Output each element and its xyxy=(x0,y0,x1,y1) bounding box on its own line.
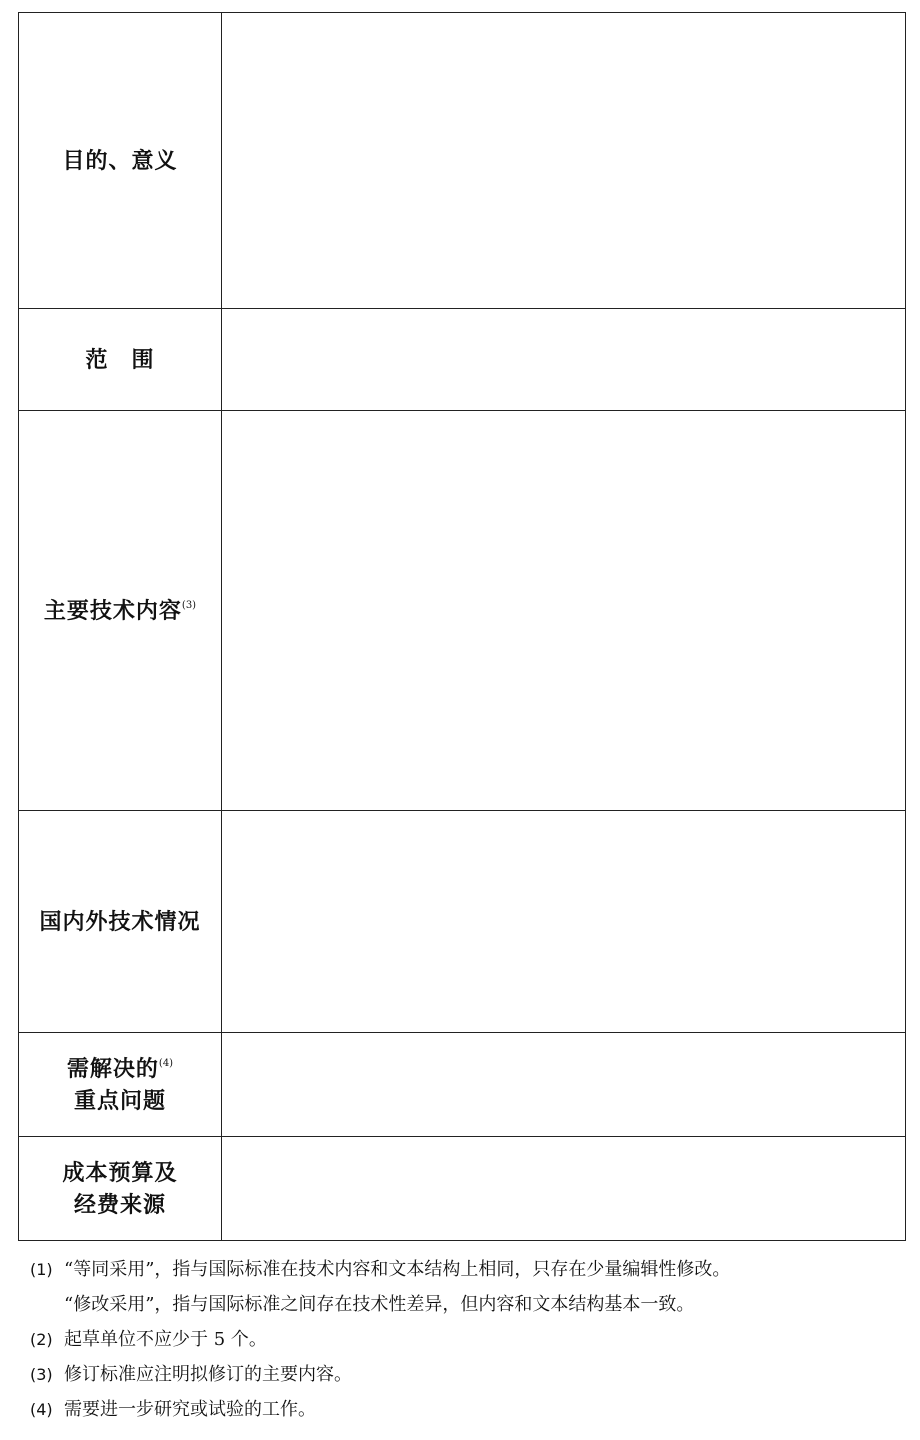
table-row xyxy=(19,1137,906,1241)
row-label-budget xyxy=(19,1137,222,1241)
footnote-2 xyxy=(30,1322,910,1357)
budget-field[interactable] xyxy=(222,1137,906,1241)
row-label-key-issues xyxy=(19,1033,222,1137)
row-label-purpose xyxy=(19,13,222,309)
purpose-field[interactable] xyxy=(222,13,906,309)
footnote-number: (4) xyxy=(30,1400,53,1419)
footnote-3 xyxy=(30,1357,910,1392)
row-label-line: 经费来源 xyxy=(73,1191,166,1218)
table-row xyxy=(19,411,906,811)
table-row xyxy=(19,811,906,1033)
footnotes xyxy=(30,1252,910,1427)
footnote-ref-4: (4) xyxy=(158,1057,174,1069)
footnote-text: 修订标准应注明拟修订的主要内容。 xyxy=(64,1364,352,1385)
row-label-line: 主要技术内容 xyxy=(43,597,182,624)
row-label-text: 范 围 xyxy=(85,346,155,373)
table-row xyxy=(19,13,906,309)
footnote-ref-3: (3) xyxy=(181,599,197,611)
row-label-text xyxy=(19,595,221,627)
row-label-line xyxy=(19,1053,221,1085)
row-label-domestic-foreign-status xyxy=(19,811,222,1033)
table-row xyxy=(19,1033,906,1137)
footnote-text: 起草单位不应少于 5 个。 xyxy=(64,1329,267,1350)
footnote-1-continuation xyxy=(30,1287,910,1322)
row-label-line: 成本预算及 xyxy=(62,1159,178,1186)
scope-field[interactable] xyxy=(222,309,906,411)
main-technical-content-field[interactable] xyxy=(222,411,906,811)
proposal-form-table xyxy=(18,12,906,1241)
footnote-text: “等同采用”，指与国际标准在技术内容和文本结构上相同，只存在少量编辑性修改。 xyxy=(64,1259,731,1280)
key-issues-field[interactable] xyxy=(222,1033,906,1137)
table-row xyxy=(19,309,906,411)
row-label-text: 目的、意义 xyxy=(62,147,178,174)
footnote-4 xyxy=(30,1392,910,1427)
domestic-foreign-status-field[interactable] xyxy=(222,811,906,1033)
footnote-text: “修改采用”，指与国际标准之间存在技术性差异，但内容和文本结构基本一致。 xyxy=(64,1294,695,1315)
row-label-line: 重点问题 xyxy=(73,1087,166,1114)
footnote-1 xyxy=(30,1252,910,1287)
row-label-text: 国内外技术情况 xyxy=(39,908,201,935)
row-label-main-technical-content xyxy=(19,411,222,811)
footnote-number: (1) xyxy=(30,1260,53,1279)
row-label-scope xyxy=(19,309,222,411)
row-label-text: 需解决的 xyxy=(66,1055,159,1082)
footnote-number: (2) xyxy=(30,1330,53,1349)
footnote-number: (3) xyxy=(30,1365,53,1384)
footnote-text: 需要进一步研究或试验的工作。 xyxy=(64,1399,316,1420)
